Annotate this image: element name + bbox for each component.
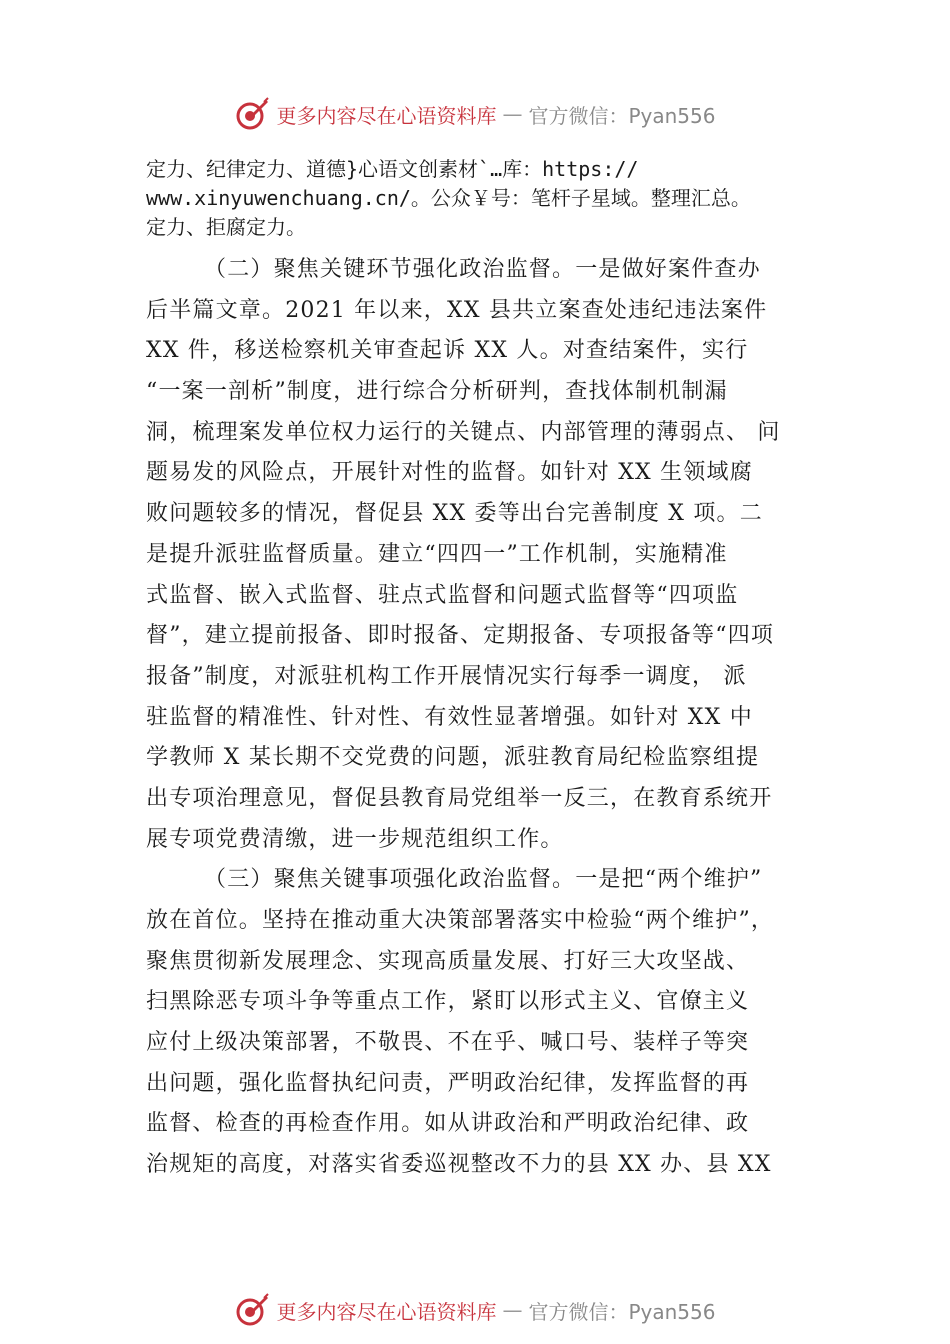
source-note-line: 定力、纪律定力、道德}心语文创素材`…库：https:// [146, 157, 639, 181]
paragraph-line: 治规矩的高度，对落实省委巡视整改不力的县 XX 办、县 XX [146, 1152, 772, 1178]
paragraph-line: XX 件，移送检察机关审查起诉 XX 人。对查结案件，实行 [146, 338, 749, 364]
paragraph-line: 聚焦贯彻新发展理念、实现高质量发展、打好三大攻坚战、 [146, 948, 750, 974]
paragraph-line: 式监督、嵌入式监督、驻点式监督和问题式监督等“四项监 [146, 582, 739, 608]
paragraph-line: 展专项党费清缴，进一步规范组织工作。 [146, 826, 564, 852]
header-banner [0, 94, 950, 134]
source-note-line: 定力、拒腐定力。 [146, 215, 306, 239]
paragraph-line: 败问题较多的情况，督促县 XX 委等出台完善制度 X 项。二 [146, 501, 763, 527]
paragraph-line: 督”，建立提前报备、即时报备、定期报备、专项报备等“四项 [146, 623, 775, 649]
banner-brand-text: 更多内容尽在心语资料库 [276, 103, 497, 128]
banner-separator: — [502, 102, 523, 126]
pen-logo-icon [234, 96, 270, 132]
source-note-line: www.xinyuwenchuang.cn/。公众￥号：笔杆子星域。整理汇总。 [146, 186, 751, 210]
paragraph-line: 扫黑除恶专项斗争等重点工作，紧盯以形式主义、官僚主义 [146, 989, 750, 1015]
paragraph-line: （三）聚焦关键事项强化政治监督。一是把“两个维护” [204, 867, 763, 893]
paragraph-line: 洞，梳理案发单位权力运行的关键点、内部管理的薄弱点、 问 [146, 419, 781, 445]
banner-wechat-text: 官方微信：Pyan556 [528, 103, 716, 128]
source-note [146, 155, 926, 242]
paragraph-line: 监督、检查的再检查作用。如从讲政治和严明政治纪律、政 [146, 1111, 750, 1137]
paragraph-line: 是提升派驻监督质量。建立“四四一”工作机制，实施精准 [146, 541, 728, 567]
paragraph-line: 学教师 X 某长期不交党费的问题，派驻教育局纪检监察组提 [146, 745, 760, 771]
pen-logo-icon [234, 1292, 270, 1328]
paragraph-line: 出专项治理意见，督促县教育局党组举一反三，在教育系统开 [146, 785, 773, 811]
paragraph-line: 报备”制度，对派驻机构工作开展情况实行每季一调度， 派 [146, 663, 747, 689]
paragraph-line: “一案一剖析”制度，进行综合分析研判，查找体制机制漏 [146, 379, 728, 405]
banner-brand-text: 更多内容尽在心语资料库 [276, 1299, 497, 1324]
banner-separator: — [502, 1298, 523, 1322]
banner-wechat-text: 官方微信：Pyan556 [528, 1299, 716, 1324]
paragraph-line: 题易发的风险点，开展针对性的监督。如针对 XX 生领域腐 [146, 460, 753, 486]
paragraph-line: 放在首位。坚持在推动重大决策部署落实中检验“两个维护”， [146, 908, 775, 933]
paragraph-line: 出问题，强化监督执纪问责，严明政治纪律，发挥监督的再 [146, 1070, 750, 1096]
paragraph-line: 应付上级决策部署，不敬畏、不在乎、喊口号、装样子等突 [146, 1030, 750, 1056]
paragraph-line: （二）聚焦关键环节强化政治监督。一是做好案件查办 [204, 257, 761, 282]
paragraph-line: 驻监督的精准性、针对性、有效性显著增强。如针对 XX 中 [146, 704, 753, 730]
paragraph-line: 后半篇文章。2021 年以来，XX 县共立案查处违纪违法案件 [146, 297, 768, 323]
footer-banner [0, 1290, 950, 1330]
document-body [146, 250, 826, 1186]
